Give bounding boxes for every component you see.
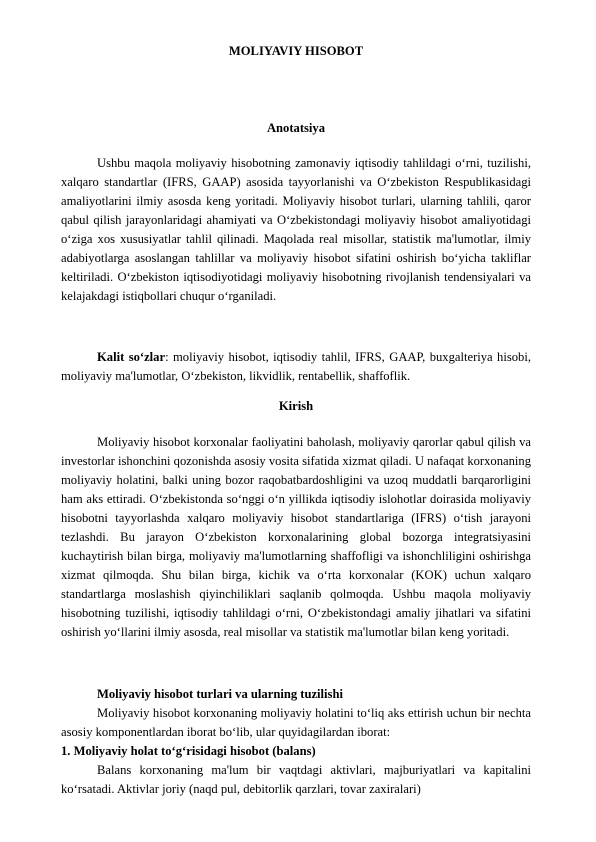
balance-heading: 1. Moliyaviy holat to‘g‘risidagi hisobot (balans)	[61, 744, 316, 758]
annotation-paragraph: Ushbu maqola moliyaviy hisobotning zamonaviy iqtisodiy tahlildagi o‘rni, tuzilishi, xalqaro standartlar (IFRS, GAAP) asosida tayyorlanishi va O‘zbekiston Respublikasidagi amaliyotlarini ilmiy asosda keng yoritadi. Moliyaviy hisobot turlari, ularning tahlili, qaror qabul qilish jarayonlaridagi ahamiyati va O‘zbekistondagi moliyaviy hisobot amaliyotidagi o‘ziga xos xususiyatlar tahlil qilinadi. Maqolada real misollar, statistik ma'lumotlar, ilmiy adabiyotlarga asoslangan tahlillar va moliyaviy hisobot sifatini oshirish bo‘yicha takliflar keltiriladi. O‘zbekiston iqtisodiyotidagi moliyaviy hisobotning rivojlanish tendensiyalari va kelajakdagi istiqbollari chuqur o‘rganiladi.	[61, 156, 531, 303]
annotation-heading: Anotatsiya	[266, 121, 326, 135]
keywords-label: Kalit so‘zlar	[97, 350, 166, 364]
intro-paragraph: Moliyaviy hisobot korxonalar faoliyatini baholash, moliyaviy qarorlar qabul qilish va investorlar ishonchini qozonishda asosiy vosita sifatida xizmat qiladi. U nafaqat korxonaning moliyaviy holatini, balki uning bozor raqobatbardoshligini va uzoq muddatli barqarorligini ham aks ettiradi. O‘zbekistonda so‘nggi o‘n yillikda iqtisodiy islohotlar doirasida moliyaviy hisobotni tayyorlashda xalqaro moliyaviy hisobot standartlariga (IFRS) o‘tish jarayoni tezlashdi. Bu jarayon O‘zbekiston korxonalarining global bozorga integratsiyasini kuchaytirish bilan birga, moliyaviy ma'lumotlarning shaffofligi va ishonchliligini oshirishga xizmat qilmoqda. Shu bilan birga, kichik va o‘rta korxonalar (KOK) uchun xalqaro standartlarga moslashish qiyinchiliklari saqlanib qolmoqda. Ushbu maqola moliyaviy hisobotning tuzilishi, iqtisodiy tahlildagi o‘rni, O‘zbekistondagi amaliy jihatlari va sifatini oshirish yo‘llarini ilmiy asosda, real misollar va statistik ma'lumotlar bilan keng yoritadi.	[61, 435, 531, 639]
intro-heading: Kirish	[278, 399, 314, 413]
document-title: MOLIYAVIY HISOBOT	[228, 44, 364, 58]
keywords-text: : moliyaviy hisobot, iqtisodiy tahlil, IFRS, GAAP, buxgalteriya hisobi, moliyaviy ma'lumotlar, O‘zbekiston, likvidlik, rentabellik, shaffoflik.	[61, 350, 531, 383]
keywords-paragraph	[61, 348, 531, 386]
types-heading: Moliyaviy hisobot turlari va ularning tuzilishi	[97, 687, 343, 701]
balance-paragraph: Balans korxonaning ma'lum bir vaqtdagi aktivlari, majburiyatlari va kapitalini ko‘rsatadi. Aktivlar joriy (naqd pul, debitorlik qarzlari, tovar zaxiralari)	[61, 763, 531, 796]
types-paragraph: Moliyaviy hisobot korxonaning moliyaviy holatini to‘liq aks ettirish uchun bir nechta asosiy komponentlardan iborat bo‘lib, ular quyidagilardan iborat:	[61, 706, 531, 739]
